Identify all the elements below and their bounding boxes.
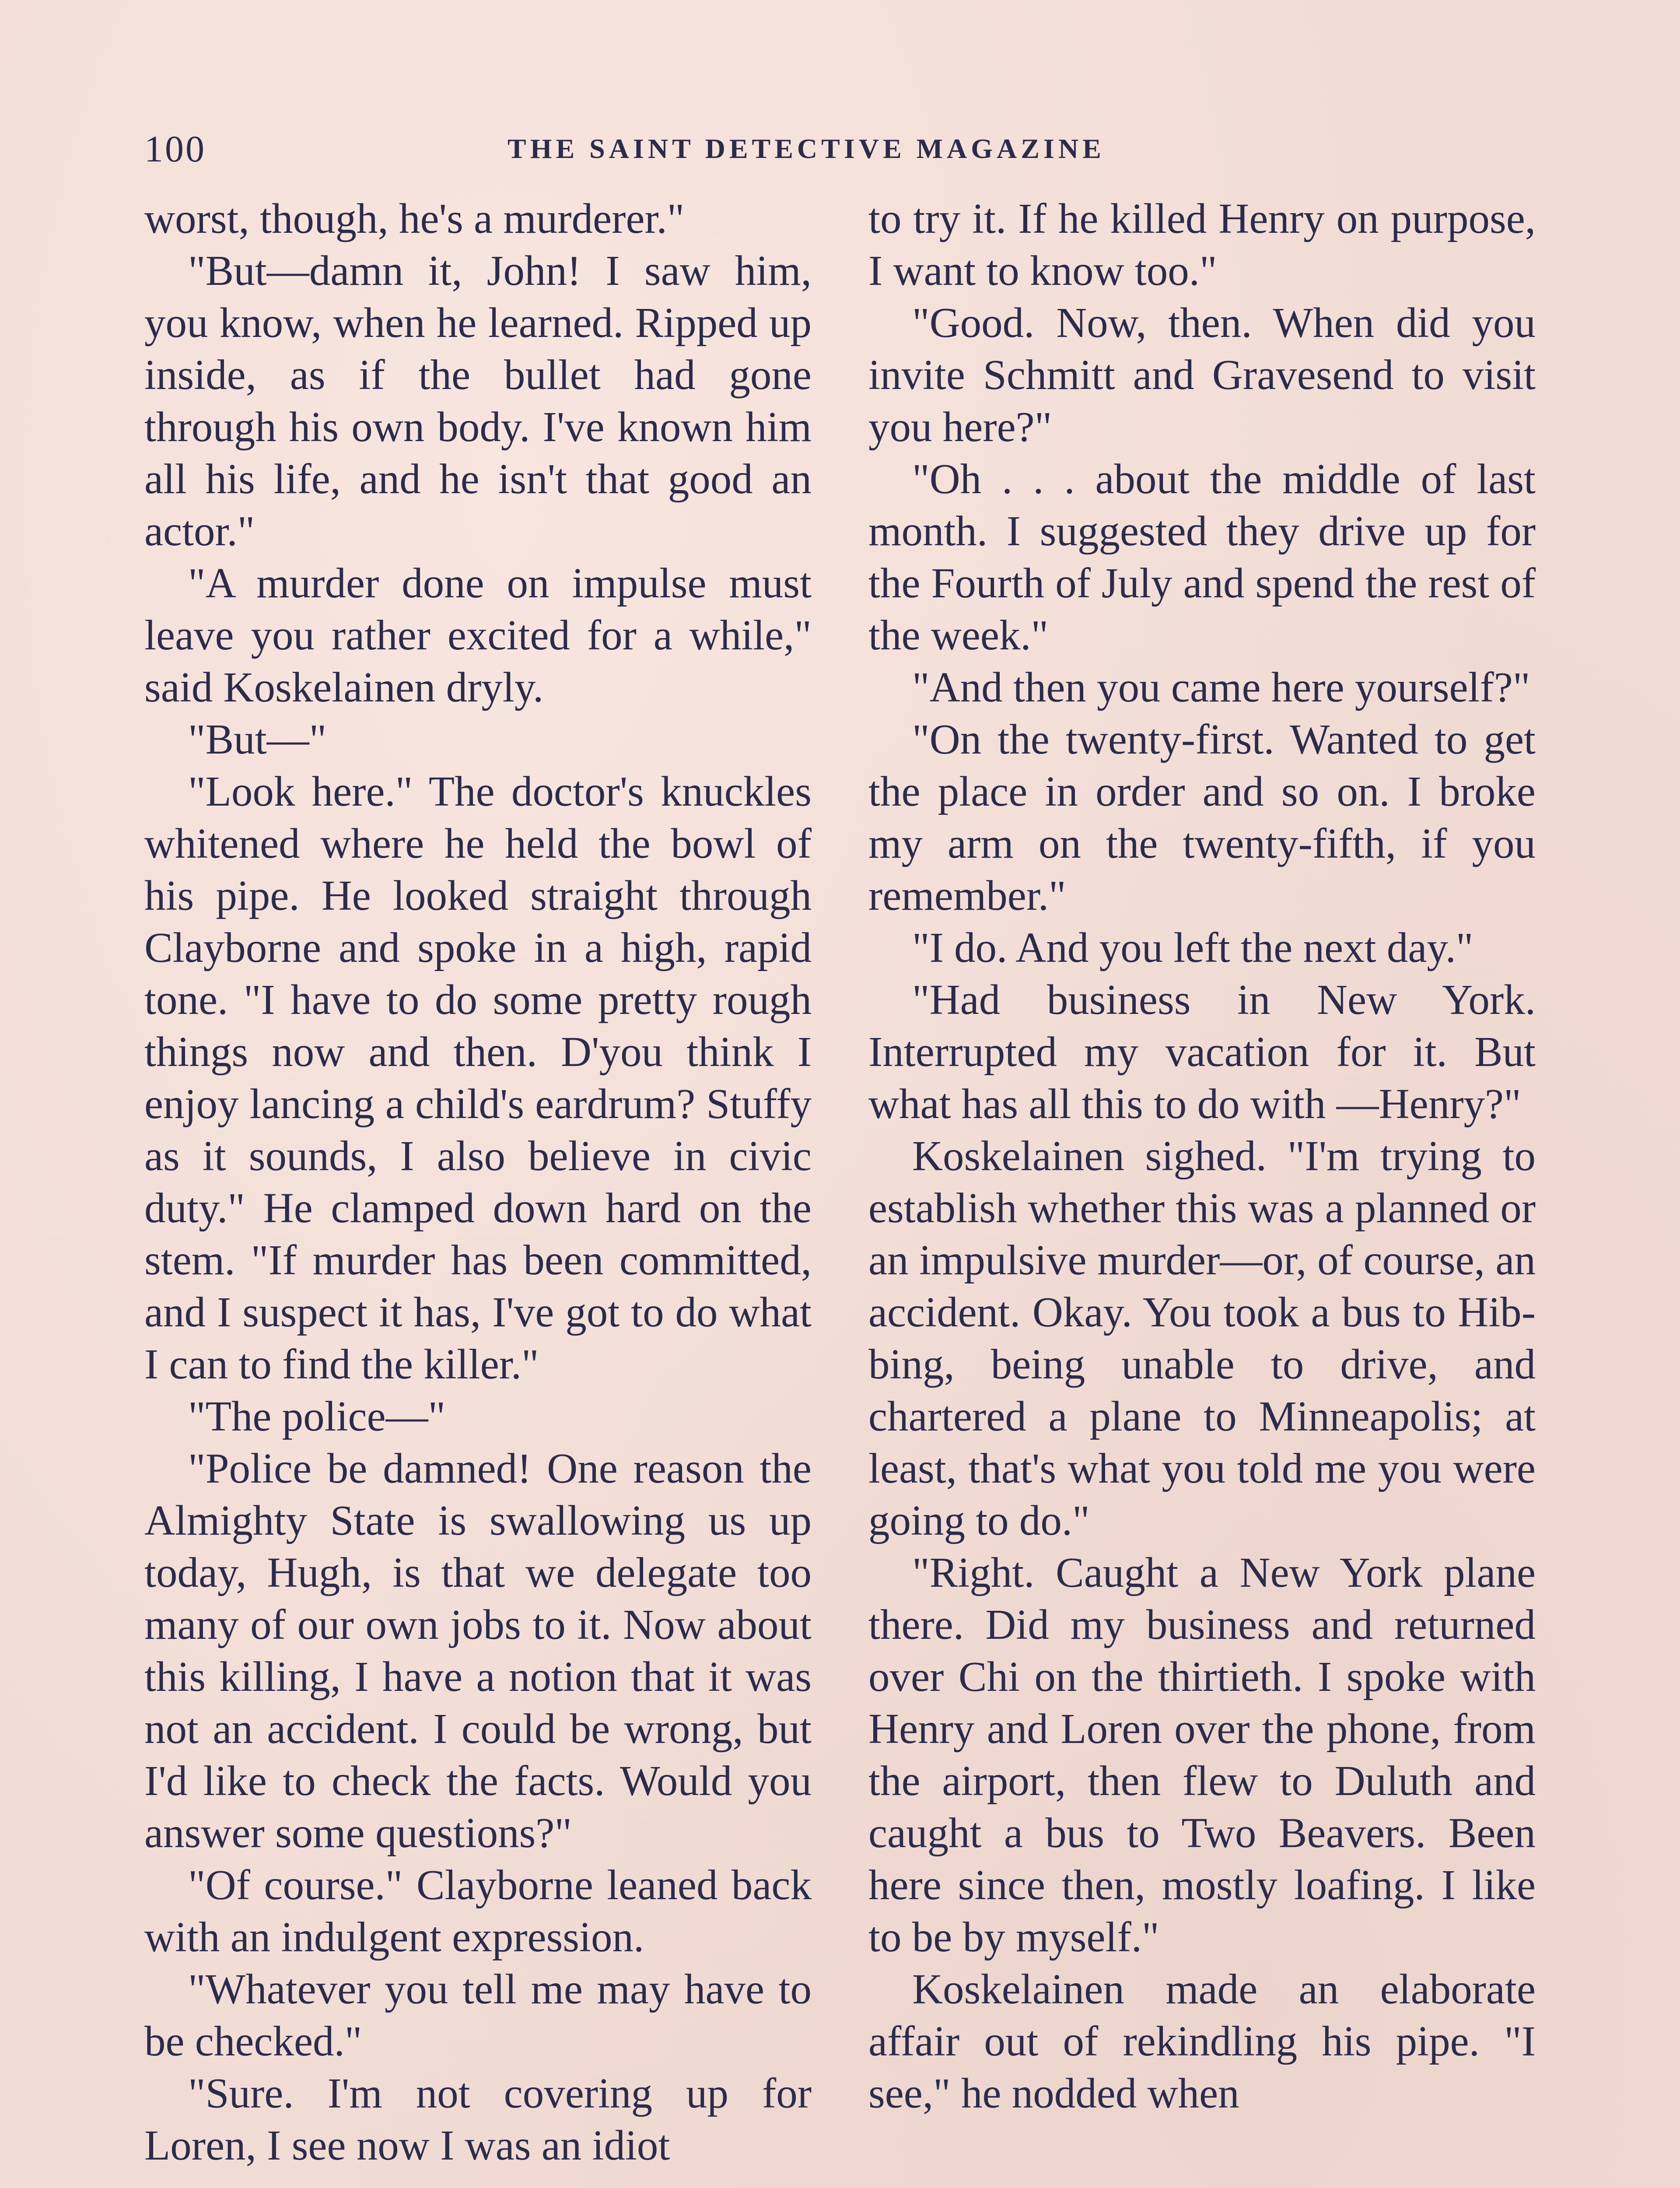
page-number: 100 [144,128,206,170]
paragraph: "Right. Caught a New York plane there. Did my business and returned over Chi on the thirtieth. I spoke with Henry and Loren over the phone, from the airport, then flew to Duluth and caught a bus to Two Beavers. Been here since then, mostly loafing. I like to be by myself." [868,1549,1536,1960]
page-header [144,125,1536,173]
paragraph: Koskelainen made an elaborate affair out of rekindling his pipe. "I see," he nodded when [868,1966,1536,2117]
paragraph: "And then you came here yourself?" [912,664,1530,711]
paragraph: "Sure. I'm not covering up for Loren, I see now I was an idiot [144,2070,812,2169]
running-title: THE SAINT DETECTIVE MAGAZINE [508,133,1105,164]
left-text-column [144,193,812,2171]
paragraph: "Look here." The doctor's knuckles whitened where he held the bowl of his pipe. He looked straight through Clayborne and spoke in a high, rapid tone. "I have to do some pretty rough things now and then. D'you think I enjoy lancing a child's eardrum? Stuffy as it sounds, I also believe in civic duty." He clamped down hard on the stem. "If murder has been committed, and I suspect it has, I've got to do what I can to find the killer." [144,768,812,1388]
paragraph: "Of course." Clayborne leaned back with an indulgent expression. [144,1862,812,1960]
right-text-column [868,193,1536,2119]
paragraph: "But—" [188,716,327,763]
paragraph: "A murder done on impulse must leave you rather excited for a while," said Koskelainen dryly. [144,560,812,711]
paragraph: "Police be damned! One reason the Almighty State is swallowing us up today, Hugh, is that we delegate too many of our own jobs to it. Now about this killing, I have a notion that it was not an accident. I could be wrong, but I'd like to check the facts. Would you answer some questions?" [144,1445,812,1856]
paragraph: "On the twenty-first. Wanted to get the place in order and so on. I broke my arm on the twenty-fifth, if you remember." [868,716,1536,919]
paragraph: "Good. Now, then. When did you invite Schmitt and Gravesend to visit you here?" [868,299,1536,450]
paragraph: to try it. If he killed Henry on purpose, I want to know too." [868,195,1536,294]
paragraph: "Whatever you tell me may have to be checked." [144,1966,812,2065]
paragraph: "Had business in New York. Interrupted my vacation for it. But what has all this to do with —Henry?" [868,976,1536,1127]
paragraph: "I do. And you left the next day." [912,924,1474,971]
paragraph: "But—damn it, John! I saw him, you know, when he learned. Ripped up inside, as if the bullet had gone through his own body. I've known him all his life, and he isn't that good an actor." [144,247,812,554]
paragraph: "Oh . . . about the middle of last month. I suggested they drive up for the Fourth of July and spend the rest of the week." [868,456,1536,659]
paragraph: "The police—" [188,1393,446,1440]
paragraph: worst, though, he's a murderer." [144,195,685,242]
paragraph: Koskelainen sighed. "I'm trying to establish whether this was a planned or an impulsive murder—or, of course, an accident. Okay. You took a bus to Hibbing, being unable to drive, and chartered a plane to Minneapolis; at least, that's what you told me you were going to do." [868,1133,1536,1544]
